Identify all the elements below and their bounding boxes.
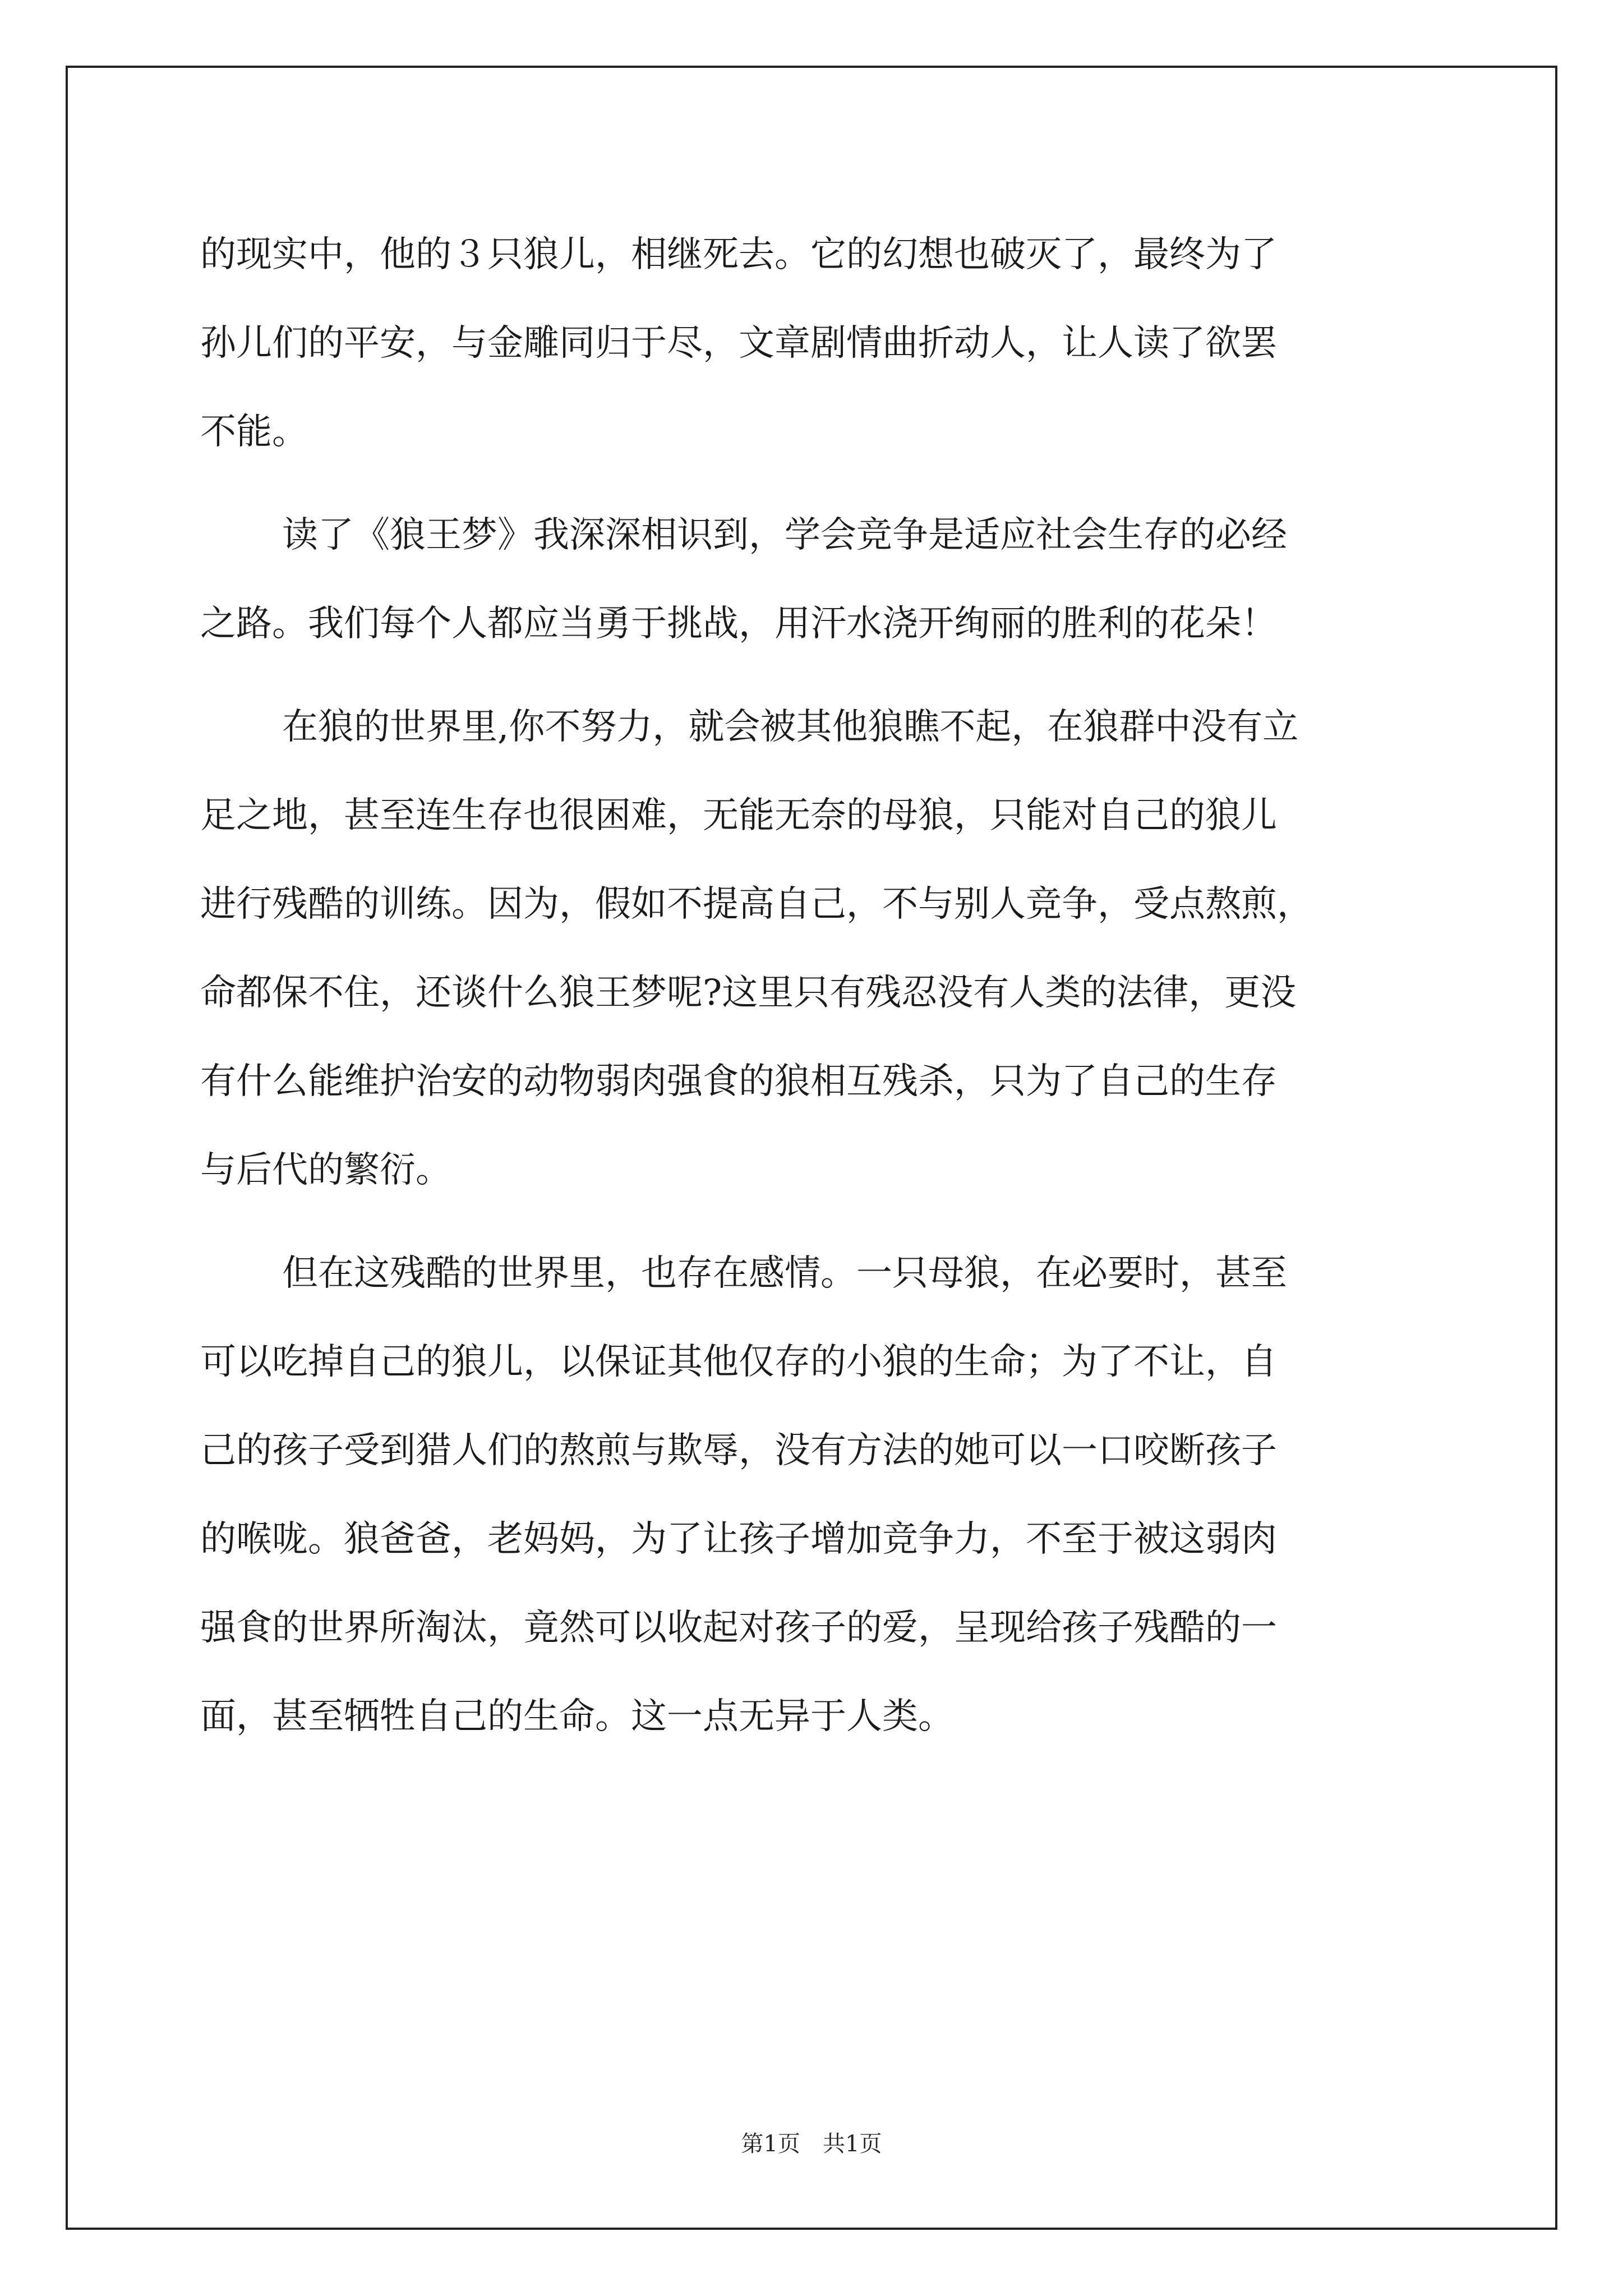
paragraph-2-line-1: 读了《狼王梦》我深深相识到，学会竞争是适应社会生存的必经 (282, 514, 1287, 556)
paragraph-1-line-3: 不能。 (200, 411, 308, 453)
paragraph-1-line-2: 孙儿们的平安，与金雕同归于尽，文章剧情曲折动人，让人读了欲罢 (200, 323, 1277, 364)
paragraph-4-line-2: 可以吃掉自己的狼儿，以保证其他仅存的小狼的生命；为了不让，自 (200, 1341, 1277, 1383)
paragraph-4-line-6: 面，甚至牺牲自己的生命。这一点无异于人类。 (200, 1696, 954, 1737)
paragraph-4-line-1: 但在这残酷的世界里，也存在感情。一只母狼，在必要时，甚至 (282, 1253, 1287, 1294)
page-number-footer: 第1页 共1页 (741, 2131, 882, 2157)
paragraph-4-line-5: 强食的世界所淘汰，竟然可以收起对孩子的爱，呈现给孩子残酷的一 (200, 1607, 1277, 1649)
paragraph-2-line-2: 之路。我们每个人都应当勇于挑战，用汗水浇开绚丽的胜利的花朵！ (200, 603, 1277, 645)
document-body (200, 210, 1434, 1761)
paragraph-3-line-4: 命都保不住，还谈什么狼王梦呢?这里只有残忍没有人类的法律，更没 (200, 972, 1297, 1014)
paragraph-3-line-1: 在狼的世界里,你不努力，就会被其他狼瞧不起，在狼群中没有立 (282, 706, 1299, 748)
paragraph-4-line-3: 己的孩子受到猎人们的熬煎与欺辱，没有方法的她可以一口咬断孩子 (200, 1430, 1277, 1471)
paragraph-3-line-2: 足之地，甚至连生存也很困难，无能无奈的母狼，只能对自己的狼儿 (200, 795, 1277, 836)
paragraph-4-line-4: 的喉咙。狼爸爸，老妈妈，为了让孩子增加竞争力，不至于被这弱肉 (200, 1519, 1277, 1560)
paragraph-1-line-1: 的现实中，他的３只狼儿，相继死去。它的幻想也破灭了，最终为了 (200, 234, 1277, 275)
paragraph-3-line-5: 有什么能维护治安的动物弱肉强食的狼相互残杀，只为了自己的生存 (200, 1061, 1277, 1102)
paragraph-3-line-6: 与后代的繁衍。 (200, 1149, 451, 1191)
paragraph-3-line-3: 进行残酷的训练。因为，假如不提高自己，不与别人竞争，受点熬煎， (200, 884, 1313, 925)
